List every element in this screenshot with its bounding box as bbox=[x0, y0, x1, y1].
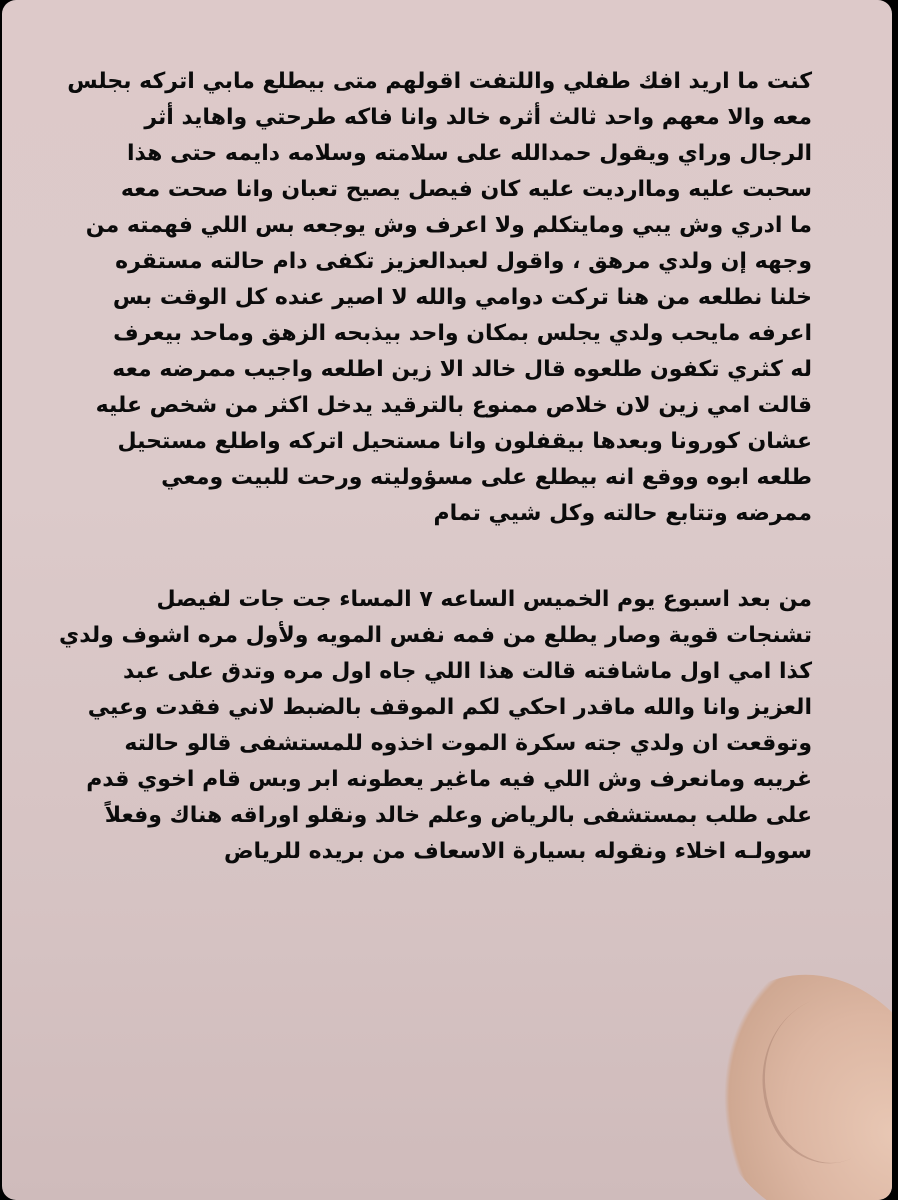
text-line: اعرفه مايحب ولدي يجلس بمكان واحد بيذبحه الزهق وماحد بيعرف bbox=[113, 321, 812, 346]
text-line: وجهه إن ولدي مرهق ، واقول لعبدالعزيز تكفى دام حالته مستقره bbox=[115, 249, 812, 274]
story-text bbox=[42, 64, 812, 870]
text-line: على طلب بمستشفى بالرياض وعلم خالد ونقلو اوراقه هناك وفعلاً bbox=[104, 803, 812, 828]
text-line: طلعه ابوه ووقع انه بيطلع على مسؤوليته ورحت للبيت ومعي bbox=[161, 465, 812, 490]
text-line: معه والا معهم واحد ثالث أثره خالد وانا فاكه طرحتي واهايد أثر bbox=[144, 105, 812, 130]
text-line: عشان كورونا وبعدها بيقفلون وانا مستحيل اتركه واطلع مستحيل bbox=[117, 429, 812, 454]
text-line: سوولـه اخلاء ونقوله بسيارة الاسعاف من بريده للرياض bbox=[223, 839, 812, 864]
text-line: تشنجات قوية وصار يطلع من فمه نفس المويه ولأول مره اشوف ولدي bbox=[59, 623, 812, 648]
text-line: العزيز وانا والله ماقدر احكي لكم الموقف بالضبط لاني فقدت وعيي bbox=[87, 695, 812, 720]
text-line: غريبه ومانعرف وش اللي فيه ماغير يعطونه ابر وبس قام اخوي قدم bbox=[86, 767, 812, 792]
text-line: الرجال وراي ويقول حمدالله على سلامته وسلامه دايمه حتى هذا bbox=[126, 141, 812, 166]
story-card bbox=[2, 0, 892, 1200]
text-line: سحبت عليه وماارديت عليه كان فيصل يصيح تعبان وانا صحت معه bbox=[120, 177, 812, 202]
text-line: له كثري تكفون طلعوه قال خالد الا زين اطلعه واجيب ممرضه معه bbox=[112, 357, 812, 382]
paragraph-2 bbox=[42, 582, 812, 870]
paragraph-gap bbox=[42, 532, 812, 582]
text-line: وتوقعت ان ولدي جته سكرة الموت اخذوه للمستشفى قالو حالته bbox=[124, 731, 812, 756]
text-line: كنت ما اريد افك طفلي واللتفت اقولهم متى بيطلع مابي اتركه بجلس bbox=[67, 69, 812, 94]
text-line: من بعد اسبوع يوم الخميس الساعه ٧ المساء جت جات لفيصل bbox=[156, 587, 812, 612]
text-line: كذا امي اول ماشافته قالت هذا اللي جاه اول مره وتدق على عبد bbox=[123, 659, 812, 684]
text-line: خلنا نطلعه من هنا تركت دوامي والله لا اصير عنده كل الوقت بس bbox=[112, 285, 812, 310]
text-line: ما ادري وش يبي ومايتكلم ولا اعرف وش يوجعه بس اللي فهمته من bbox=[85, 213, 812, 238]
text-line: قالت امي زين لان خلاص ممنوع بالترقيد يدخل اكثر من شخص عليه bbox=[95, 393, 812, 418]
paragraph-1 bbox=[42, 64, 812, 532]
text-line: ممرضه وتتابع حالته وكل شيي تمام bbox=[433, 501, 812, 526]
